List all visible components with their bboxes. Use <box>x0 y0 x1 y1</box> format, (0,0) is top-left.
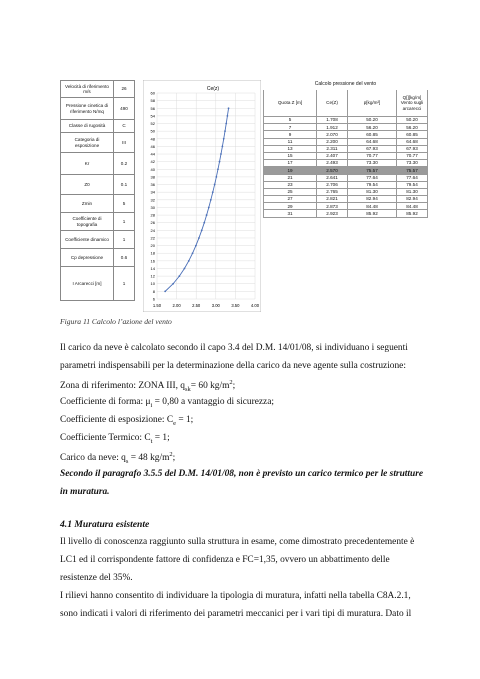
table-row <box>264 152 428 159</box>
table-cell: 56.20 <box>348 124 397 131</box>
y-tick-label: 20 <box>150 243 155 249</box>
y-tick-label: 14 <box>150 265 155 271</box>
param-label: Coefficiente dinamico <box>61 231 114 249</box>
paragraph-line: Il carico da neve è calcolato secondo il capo 3.4 del D.M. 14/01/08, si individuano i seguenti <box>60 343 408 353</box>
table-cell: 13 <box>264 145 317 152</box>
y-tick-label: 28 <box>150 212 155 218</box>
table-cell: 75.57 <box>348 167 397 174</box>
table-cell: 5 <box>264 117 317 124</box>
param-row <box>61 120 135 133</box>
table-cell: 7 <box>264 124 317 131</box>
table-header-cell: Q[][kg/m] Vento sugli arcarecci <box>397 90 428 117</box>
y-tick-label: 60 <box>150 90 155 96</box>
esp-sub: e <box>173 419 176 427</box>
table-row <box>264 145 428 152</box>
table-cell: 29 <box>264 203 317 210</box>
x-tick-label: 4.00 <box>250 303 260 308</box>
chart-point <box>195 245 197 247</box>
chart-point <box>201 229 203 231</box>
table-cell: 73.30 <box>397 160 428 167</box>
y-tick-label: 10 <box>150 281 155 287</box>
y-tick-label: 54 <box>150 113 155 119</box>
section-heading: 4.1 Muratura esistente <box>60 519 150 530</box>
y-tick-label: 16 <box>150 258 155 264</box>
table-row <box>264 138 428 145</box>
paragraph-line: parametri indispensabili per la determinazione della carico da neve agente sulla costruzione: <box>60 361 406 371</box>
termico-line <box>60 433 170 445</box>
table-cell: 67.93 <box>348 145 397 152</box>
esp-text: Coefficiente di esposizione: C <box>60 415 174 425</box>
y-tick-label: 42 <box>150 159 155 165</box>
chart-point <box>214 184 216 186</box>
chart-point <box>225 123 227 125</box>
paragraph-line: LC1 ed il corrispondente fattore di confidenza e FC=1,35, ovvero un abbattimento delle <box>60 555 390 565</box>
y-tick-label: 30 <box>150 204 155 210</box>
table-row <box>264 210 428 217</box>
table-cell: 82.94 <box>348 196 397 203</box>
table-row <box>264 131 428 138</box>
table-cell: 50.20 <box>348 117 397 124</box>
table-cell: 67.93 <box>397 145 428 152</box>
x-tick-label: 2.50 <box>192 303 201 308</box>
table-cell: 1.912 <box>317 124 348 131</box>
param-value: 1 <box>114 231 135 249</box>
table-row <box>264 196 428 203</box>
chart-point <box>219 161 221 163</box>
param-row <box>61 195 135 213</box>
chart-point <box>220 153 222 155</box>
chart-point <box>215 176 217 178</box>
forma-sub: i <box>150 401 153 409</box>
zona-end: ; <box>232 381 236 392</box>
table-cell: 17 <box>264 160 317 167</box>
table-cell: 70.77 <box>348 152 397 159</box>
chart-point <box>210 199 212 201</box>
param-value: C <box>114 120 135 133</box>
wind-parameter-table <box>60 80 135 301</box>
x-tick-label: 1.50 <box>152 303 162 308</box>
table-row <box>264 167 428 174</box>
table-cell: 15 <box>264 152 317 159</box>
param-value: 0.1 <box>114 175 135 195</box>
table-cell: 73.30 <box>348 160 397 167</box>
param-label: Zmin <box>61 195 114 213</box>
paragraph-line: Il livello di conoscenza raggiunto sulla struttura in esame, come dimostrato precedentemente è <box>60 537 415 547</box>
chart-point <box>178 275 180 277</box>
table-cell: 79.54 <box>397 181 428 188</box>
term-value: = 1; <box>152 433 170 443</box>
param-label: Kr <box>61 153 114 175</box>
figure-caption: Figura 11 Calcolo l’azione del vento <box>60 317 172 326</box>
param-label: Z0 <box>61 175 114 195</box>
table-cell: 64.68 <box>348 138 397 145</box>
table-cell: 2.765 <box>317 188 348 195</box>
table-cell: 81.30 <box>397 188 428 195</box>
chart-point <box>184 268 186 270</box>
table-cell: 2.570 <box>317 167 348 174</box>
param-value: 490 <box>114 98 135 120</box>
bold-note-line: Secondo il paragrafo 3.5.5 del D.M. 14/01/08, non è previsto un carico termico per le strutture <box>60 469 424 479</box>
table-cell: 2.821 <box>317 196 348 203</box>
chart-point <box>188 260 190 262</box>
param-row <box>61 175 135 195</box>
table-cell: 85.92 <box>397 210 428 217</box>
chart-point <box>206 214 208 216</box>
table-cell: 2.407 <box>317 152 348 159</box>
param-value: III <box>114 133 135 153</box>
chart-point <box>192 252 194 254</box>
y-tick-label: 18 <box>150 250 155 256</box>
y-tick-label: 26 <box>150 220 155 226</box>
car-end: ; <box>172 453 176 464</box>
param-row <box>61 98 135 120</box>
wind-pressure-table <box>263 80 428 218</box>
table-cell: 82.94 <box>397 196 428 203</box>
param-label: Classe di rugosità <box>61 120 114 133</box>
table-cell: 19 <box>264 167 317 174</box>
chart-point <box>223 138 225 140</box>
table-cell: 2.311 <box>317 145 348 152</box>
table-row <box>264 117 428 124</box>
table-cell: 23 <box>264 181 317 188</box>
forma-line <box>60 397 274 409</box>
chart-frame <box>143 80 261 312</box>
y-tick-label: 40 <box>150 166 155 172</box>
zona-value: = 60 kg/m <box>190 381 230 392</box>
y-tick-label: 50 <box>150 128 155 134</box>
param-value: 26 <box>114 81 135 98</box>
table-header-cell: Ce(Z) <box>317 90 348 117</box>
table-cell: 60.85 <box>397 131 428 138</box>
param-value: 0.2 <box>114 153 135 175</box>
paragraph-line: I rilievi hanno consentito di individuare la tipologia di muratura, infatti nella tabella C8A.2.1, <box>60 591 411 601</box>
table-cell: 2.923 <box>317 210 348 217</box>
table-cell: 2.641 <box>317 174 348 181</box>
table-cell: 21 <box>264 174 317 181</box>
param-value: 1 <box>114 267 135 301</box>
param-row <box>61 249 135 267</box>
param-value: 5 <box>114 195 135 213</box>
table-cell: 85.92 <box>348 210 397 217</box>
param-label: Velocità di riferimento m/s <box>61 81 114 98</box>
esp-value: = 1; <box>175 415 194 425</box>
chart-point <box>228 107 230 109</box>
y-tick-label: 52 <box>150 121 155 127</box>
chart-point <box>224 130 226 132</box>
table-cell: 77.64 <box>348 174 397 181</box>
chart-point <box>172 283 174 285</box>
table-cell: 70.77 <box>397 152 428 159</box>
x-tick-label: 3.50 <box>231 303 240 308</box>
table-cell: 64.68 <box>397 138 428 145</box>
y-tick-label: 24 <box>150 227 155 233</box>
table-cell: 2.200 <box>317 138 348 145</box>
table-header-cell: Quota Z [m] <box>264 90 317 117</box>
y-tick-label: 38 <box>150 174 155 180</box>
term-text: Coefficiente Termico: C <box>60 433 151 443</box>
param-value: 0.6 <box>114 249 135 267</box>
zona-line <box>60 379 235 393</box>
param-value: 1 <box>114 213 135 231</box>
param-label: Categoria di esposizione <box>61 133 114 153</box>
y-tick-label: 56 <box>150 105 155 111</box>
paragraph-line: sono indicati i valori di riferimento dei parametri meccanici per i vari tipi di muratura. Dato il <box>60 609 412 619</box>
table-cell: 2.070 <box>317 131 348 138</box>
table-row <box>264 181 428 188</box>
table-cell: 81.30 <box>348 188 397 195</box>
param-row <box>61 153 135 175</box>
param-label: Cp depressione <box>61 249 114 267</box>
table-cell: 84.48 <box>348 203 397 210</box>
y-tick-label: 6 <box>152 296 155 302</box>
car-sub: s <box>125 458 129 465</box>
zona-text: Zona di riferimento: ZONA III, q <box>60 381 185 392</box>
chart-point <box>203 222 205 224</box>
wind-table-title: Calcolo pressione del vento <box>314 81 377 88</box>
table-row <box>264 188 428 195</box>
y-tick-label: 58 <box>150 98 155 104</box>
ce-z-chart <box>143 80 261 312</box>
table-cell: 11 <box>264 138 317 145</box>
y-tick-label: 36 <box>150 182 155 188</box>
table-cell: 56.20 <box>397 124 428 131</box>
term-sub: t <box>150 437 153 445</box>
table-cell: 79.54 <box>348 181 397 188</box>
chart-point <box>217 168 219 170</box>
paragraph-line: resistenze del 35%. <box>60 573 133 583</box>
chart-point <box>198 237 200 239</box>
table-cell: 2.493 <box>317 160 348 167</box>
y-tick-label: 48 <box>150 136 155 142</box>
y-tick-label: 44 <box>150 151 155 157</box>
param-label: Pressione cinetica di riferimento N/mq <box>61 98 114 120</box>
table-row <box>264 124 428 131</box>
param-row <box>61 231 135 249</box>
chart-point <box>208 207 210 209</box>
table-cell: 77.64 <box>397 174 428 181</box>
carico-line <box>60 451 175 465</box>
forma-value: = 0,80 a vantaggio di sicurezza; <box>152 397 274 407</box>
table-cell: 25 <box>264 188 317 195</box>
param-row <box>61 133 135 153</box>
chart-point <box>212 191 214 193</box>
x-tick-label: 3.00 <box>211 303 220 308</box>
chart-point <box>164 290 166 292</box>
car-text: Carico da neve: q <box>60 453 126 464</box>
table-cell: 50.20 <box>397 117 428 124</box>
y-tick-label: 22 <box>150 235 155 241</box>
y-tick-label: 46 <box>150 143 155 149</box>
car-sup: 2 <box>169 451 173 458</box>
chart-point <box>221 146 223 148</box>
y-tick-label: 32 <box>150 197 155 203</box>
chart-point <box>227 115 229 117</box>
table-header-cell: p[kg/m²] <box>348 90 397 117</box>
forma-text: Coefficiente di forma: μ <box>60 397 151 407</box>
table-row <box>264 160 428 167</box>
y-tick-label: 12 <box>150 273 155 279</box>
table-cell: 2.873 <box>317 203 348 210</box>
table-cell: 2.706 <box>317 181 348 188</box>
table-cell: 84.48 <box>397 203 428 210</box>
table-cell: 60.85 <box>348 131 397 138</box>
table-row <box>264 174 428 181</box>
table-cell: 31 <box>264 210 317 217</box>
table-cell: 9 <box>264 131 317 138</box>
chart-title: Ce(z) <box>206 86 220 92</box>
car-value: = 48 kg/m <box>128 453 170 464</box>
table-cell: 27 <box>264 196 317 203</box>
param-label: I Arcarecci [m] <box>61 267 114 301</box>
param-row <box>61 267 135 301</box>
y-tick-label: 34 <box>150 189 155 195</box>
table-row <box>264 203 428 210</box>
table-cell: 75.57 <box>397 167 428 174</box>
esposizione-line <box>60 415 193 427</box>
param-row <box>61 81 135 98</box>
y-tick-label: 8 <box>152 288 155 294</box>
zona-sub: sk <box>184 386 191 393</box>
bold-note-line: in muratura. <box>60 487 110 497</box>
param-row <box>61 213 135 231</box>
zona-sup: 2 <box>229 379 233 386</box>
table-cell: 1.708 <box>317 117 348 124</box>
x-tick-label: 2.00 <box>172 303 181 308</box>
table-header-row <box>264 90 428 117</box>
param-label: Coefficiente di topografia <box>61 213 114 231</box>
